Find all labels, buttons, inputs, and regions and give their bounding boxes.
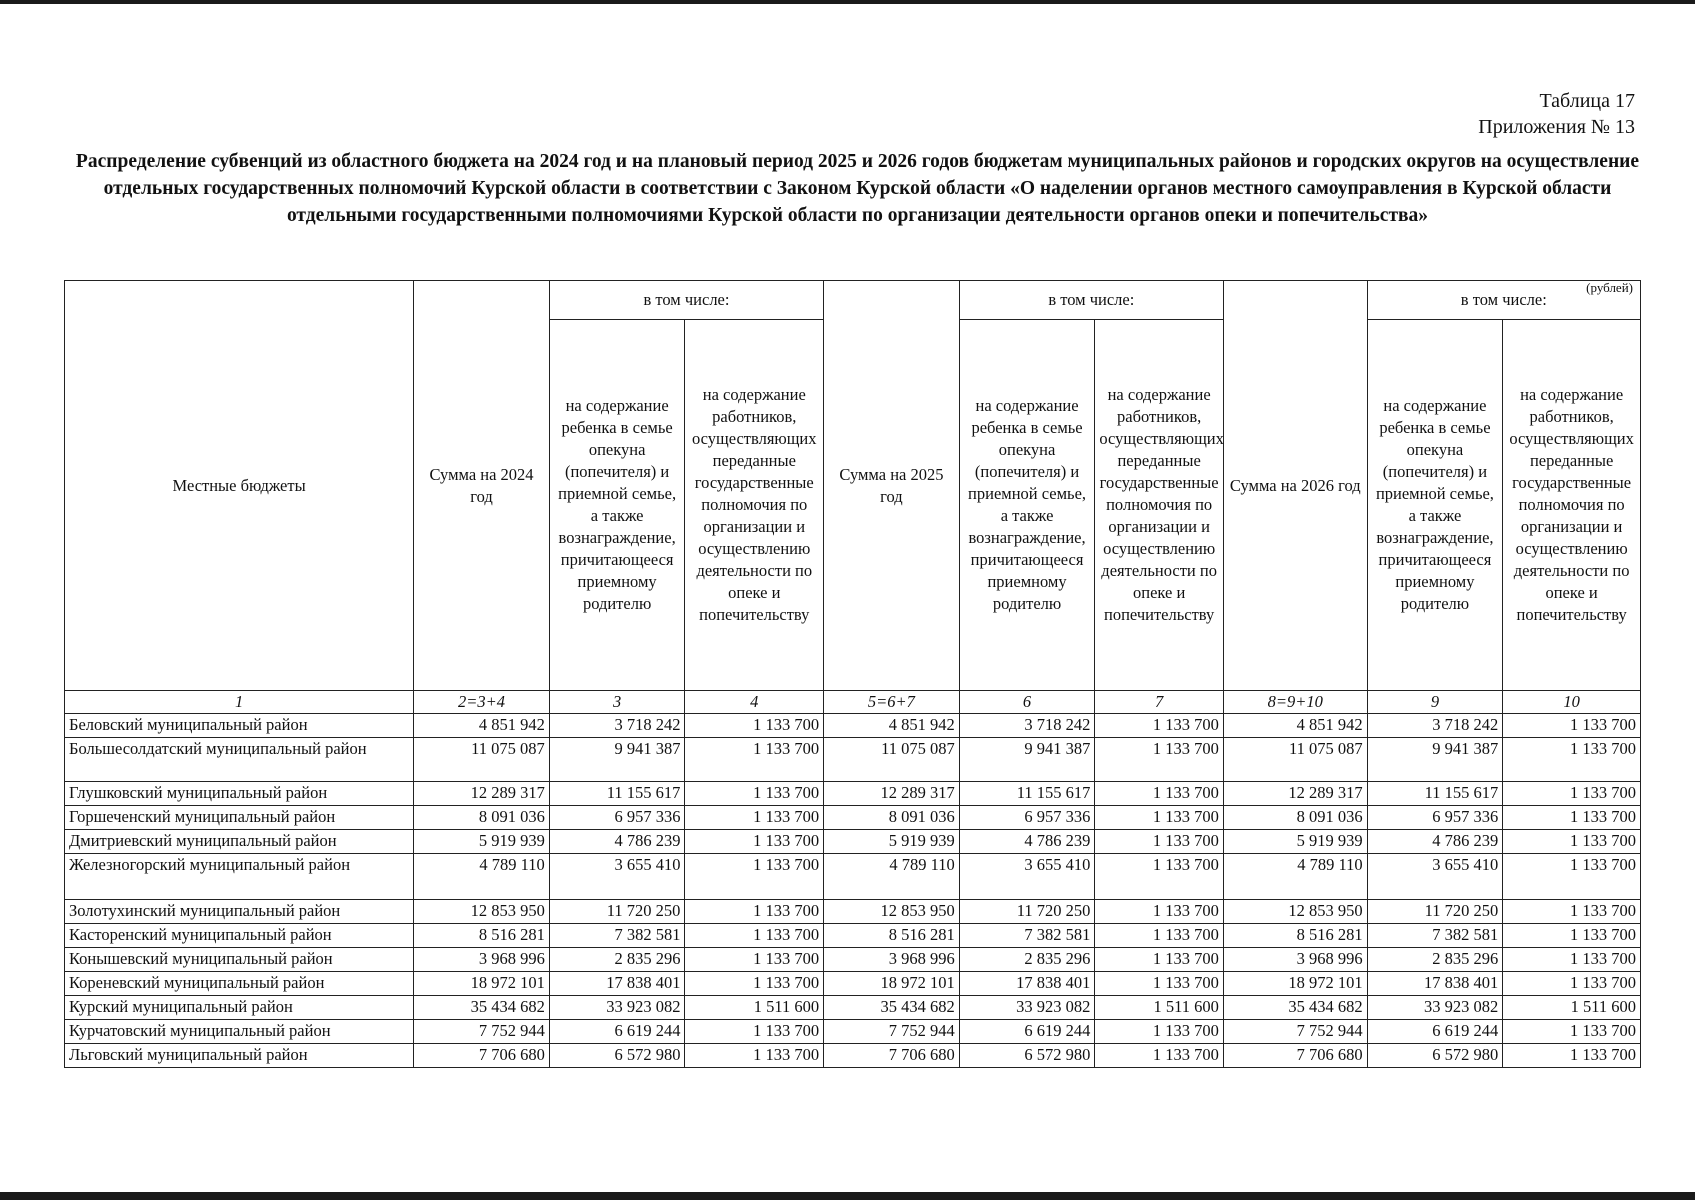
amount-cell: 18 972 101 [824, 972, 960, 996]
column-number: 6 [959, 691, 1095, 714]
amount-cell: 1 133 700 [1503, 972, 1641, 996]
amount-cell: 9 941 387 [1367, 738, 1503, 782]
amount-cell: 2 835 296 [959, 948, 1095, 972]
amount-cell: 3 655 410 [549, 854, 685, 900]
amount-cell: 3 718 242 [1367, 714, 1503, 738]
amount-cell: 8 516 281 [1223, 924, 1367, 948]
district-name: Кореневский муниципальный район [65, 972, 414, 996]
table-row [65, 830, 1641, 854]
amount-cell: 4 789 110 [824, 854, 960, 900]
amount-cell: 1 133 700 [1503, 900, 1641, 924]
amount-cell: 7 382 581 [959, 924, 1095, 948]
district-name: Беловский муниципальный район [65, 714, 414, 738]
amount-cell: 4 851 942 [414, 714, 550, 738]
amount-cell: 1 133 700 [1095, 972, 1224, 996]
amount-cell: 1 133 700 [685, 738, 824, 782]
amount-cell: 1 133 700 [1503, 1044, 1641, 1068]
amount-cell: 7 706 680 [1223, 1044, 1367, 1068]
amount-cell: 33 923 082 [1367, 996, 1503, 1020]
district-name: Железногорский муниципальный район [65, 854, 414, 900]
col-header-child-support-2025: на содержание ребенка в семье опекуна (попечителя) и приемной семье, а также вознаграждение, причитающееся приемному родителю [959, 320, 1095, 691]
amount-cell: 4 851 942 [824, 714, 960, 738]
amount-cell: 1 133 700 [1095, 1020, 1224, 1044]
amount-cell: 35 434 682 [1223, 996, 1367, 1020]
amount-cell: 8 516 281 [824, 924, 960, 948]
amount-cell: 5 919 939 [414, 830, 550, 854]
amount-cell: 6 572 980 [1367, 1044, 1503, 1068]
amount-cell: 12 853 950 [1223, 900, 1367, 924]
amount-cell: 4 789 110 [414, 854, 550, 900]
amount-cell: 1 133 700 [1095, 714, 1224, 738]
amount-cell: 9 941 387 [549, 738, 685, 782]
amount-cell: 1 133 700 [685, 854, 824, 900]
amount-cell: 12 289 317 [414, 782, 550, 806]
district-name: Глушковский муниципальный район [65, 782, 414, 806]
district-name: Курчатовский муниципальный район [65, 1020, 414, 1044]
amount-cell: 18 972 101 [1223, 972, 1367, 996]
amount-cell: 4 851 942 [1223, 714, 1367, 738]
amount-cell: 1 133 700 [685, 948, 824, 972]
amount-cell: 1 133 700 [685, 714, 824, 738]
amount-cell: 5 919 939 [824, 830, 960, 854]
column-number-row [65, 691, 1641, 714]
amount-cell: 1 133 700 [1095, 738, 1224, 782]
col-header-sum-2026: Сумма на 2026 год [1223, 281, 1367, 691]
table-row [65, 924, 1641, 948]
table-row [65, 972, 1641, 996]
amount-cell: 1 133 700 [1095, 830, 1224, 854]
amount-cell: 6 957 336 [1367, 806, 1503, 830]
units-label: (рублей) [1586, 280, 1633, 295]
amount-cell: 33 923 082 [959, 996, 1095, 1020]
amount-cell: 8 091 036 [414, 806, 550, 830]
column-number: 5=6+7 [824, 691, 960, 714]
amount-cell: 35 434 682 [414, 996, 550, 1020]
amount-cell: 7 752 944 [824, 1020, 960, 1044]
amount-cell: 11 720 250 [959, 900, 1095, 924]
appendix-number: Приложения № 13 [1478, 116, 1635, 138]
amount-cell: 2 835 296 [549, 948, 685, 972]
col-header-staff-support-2026: на содержание работников, осуществляющих переданные государственные полномочия по организации и осуществлению деятельности по опеке и попечительству [1503, 320, 1641, 691]
amount-cell: 8 091 036 [1223, 806, 1367, 830]
table-row [65, 782, 1641, 806]
column-number: 3 [549, 691, 685, 714]
amount-cell: 7 752 944 [414, 1020, 550, 1044]
column-number: 7 [1095, 691, 1224, 714]
amount-cell: 11 075 087 [1223, 738, 1367, 782]
table-body [65, 714, 1641, 1068]
col-header-sum-2025: Сумма на 2025 год [824, 281, 960, 691]
col-header-child-support-2026: на содержание ребенка в семье опекуна (попечителя) и приемной семье, а также вознаграждение, причитающееся приемному родителю [1367, 320, 1503, 691]
amount-cell: 1 133 700 [1503, 782, 1641, 806]
district-name: Касторенский муниципальный район [65, 924, 414, 948]
amount-cell: 7 752 944 [1223, 1020, 1367, 1044]
document-title: Распределение субвенций из областного бюджета на 2024 год и на плановый период 2025 и 2026 годов бюджетам муниципальных районов и городских округов на осуществление отдельных государственных полномочий Курской области в соответствии с Законом Курской области «О наделении органов местного самоуправления в Курской области отдельными государственными полномочиями Курской области по организации деятельности органов опеки и попечительства» [75, 151, 1640, 226]
amount-cell: 1 133 700 [1095, 1044, 1224, 1068]
amount-cell: 33 923 082 [549, 996, 685, 1020]
column-number: 4 [685, 691, 824, 714]
amount-cell: 18 972 101 [414, 972, 550, 996]
amount-cell: 12 853 950 [414, 900, 550, 924]
table-row [65, 996, 1641, 1020]
col-header-including-2024: в том числе: [549, 281, 823, 320]
amount-cell: 11 720 250 [1367, 900, 1503, 924]
amount-cell: 4 786 239 [959, 830, 1095, 854]
amount-cell: 1 133 700 [1095, 900, 1224, 924]
table-row [65, 738, 1641, 782]
amount-cell: 6 957 336 [959, 806, 1095, 830]
column-number: 1 [65, 691, 414, 714]
amount-cell: 1 133 700 [1095, 948, 1224, 972]
col-header-including-2026: в том числе: [1367, 281, 1640, 320]
amount-cell: 4 789 110 [1223, 854, 1367, 900]
amount-cell: 8 091 036 [824, 806, 960, 830]
amount-cell: 3 718 242 [959, 714, 1095, 738]
col-header-sum-2024: Сумма на 2024 год [414, 281, 550, 691]
amount-cell: 9 941 387 [959, 738, 1095, 782]
amount-cell: 17 838 401 [959, 972, 1095, 996]
amount-cell: 35 434 682 [824, 996, 960, 1020]
district-name: Курский муниципальный район [65, 996, 414, 1020]
amount-cell: 1 133 700 [1503, 1020, 1641, 1044]
amount-cell: 6 572 980 [549, 1044, 685, 1068]
amount-cell: 7 706 680 [824, 1044, 960, 1068]
col-header-staff-support-2024: на содержание работников, осуществляющих переданные государственные полномочия по организации и осуществлению деятельности по опеке и попечительству [685, 320, 824, 691]
amount-cell: 1 133 700 [1095, 854, 1224, 900]
district-name: Конышевский муниципальный район [65, 948, 414, 972]
amount-cell: 1 133 700 [685, 924, 824, 948]
amount-cell: 8 516 281 [414, 924, 550, 948]
column-number: 10 [1503, 691, 1641, 714]
amount-cell: 11 075 087 [824, 738, 960, 782]
amount-cell: 1 133 700 [685, 900, 824, 924]
amount-cell: 17 838 401 [549, 972, 685, 996]
table-row [65, 806, 1641, 830]
amount-cell: 3 655 410 [959, 854, 1095, 900]
amount-cell: 4 786 239 [549, 830, 685, 854]
amount-cell: 1 511 600 [685, 996, 824, 1020]
amount-cell: 6 619 244 [549, 1020, 685, 1044]
amount-cell: 11 155 617 [549, 782, 685, 806]
amount-cell: 1 133 700 [1503, 714, 1641, 738]
table-reference [1478, 88, 1635, 140]
header-row-including [65, 281, 1641, 320]
amount-cell: 7 382 581 [1367, 924, 1503, 948]
amount-cell: 11 720 250 [549, 900, 685, 924]
amount-cell: 1 133 700 [685, 972, 824, 996]
amount-cell: 1 511 600 [1503, 996, 1641, 1020]
amount-cell: 1 133 700 [1095, 806, 1224, 830]
amount-cell: 1 133 700 [685, 806, 824, 830]
table-row [65, 1020, 1641, 1044]
amount-cell: 12 289 317 [824, 782, 960, 806]
table-row [65, 854, 1641, 900]
amount-cell: 11 155 617 [1367, 782, 1503, 806]
district-name: Дмитриевский муниципальный район [65, 830, 414, 854]
col-header-staff-support-2025: на содержание работников, осуществляющих переданные государственные полномочия по организации и осуществлению деятельности по опеке и попечительству [1095, 320, 1224, 691]
table-row [65, 948, 1641, 972]
amount-cell: 1 511 600 [1095, 996, 1224, 1020]
amount-cell: 12 853 950 [824, 900, 960, 924]
amount-cell: 11 155 617 [959, 782, 1095, 806]
col-header-child-support-2024: на содержание ребенка в семье опекуна (попечителя) и приемной семье, а также вознаграждение, причитающееся приемному родителю [549, 320, 685, 691]
subvention-table [64, 280, 1641, 1068]
amount-cell: 2 835 296 [1367, 948, 1503, 972]
amount-cell: 3 968 996 [824, 948, 960, 972]
amount-cell: 1 133 700 [1503, 738, 1641, 782]
amount-cell: 17 838 401 [1367, 972, 1503, 996]
amount-cell: 6 957 336 [549, 806, 685, 830]
column-number: 9 [1367, 691, 1503, 714]
district-name: Большесолдатский муниципальный район [65, 738, 414, 782]
amount-cell: 1 133 700 [685, 830, 824, 854]
amount-cell: 7 382 581 [549, 924, 685, 948]
district-name: Горшеченский муниципальный район [65, 806, 414, 830]
table-number: Таблица 17 [1539, 90, 1635, 112]
scan-bottom-border [0, 1192, 1695, 1200]
amount-cell: 3 718 242 [549, 714, 685, 738]
amount-cell: 11 075 087 [414, 738, 550, 782]
amount-cell: 3 655 410 [1367, 854, 1503, 900]
col-header-including-2025: в том числе: [959, 281, 1223, 320]
amount-cell: 4 786 239 [1367, 830, 1503, 854]
amount-cell: 1 133 700 [1503, 948, 1641, 972]
amount-cell: 1 133 700 [1503, 830, 1641, 854]
column-number: 2=3+4 [414, 691, 550, 714]
scan-top-border [0, 0, 1695, 4]
amount-cell: 3 968 996 [414, 948, 550, 972]
amount-cell: 1 133 700 [685, 1044, 824, 1068]
district-name: Золотухинский муниципальный район [65, 900, 414, 924]
column-number: 8=9+10 [1223, 691, 1367, 714]
col-header-budgets: Местные бюджеты [65, 281, 414, 691]
amount-cell: 12 289 317 [1223, 782, 1367, 806]
table-row [65, 714, 1641, 738]
amount-cell: 6 619 244 [1367, 1020, 1503, 1044]
amount-cell: 6 572 980 [959, 1044, 1095, 1068]
amount-cell: 6 619 244 [959, 1020, 1095, 1044]
amount-cell: 3 968 996 [1223, 948, 1367, 972]
amount-cell: 1 133 700 [685, 1020, 824, 1044]
amount-cell: 1 133 700 [1503, 806, 1641, 830]
amount-cell: 1 133 700 [685, 782, 824, 806]
amount-cell: 1 133 700 [1503, 924, 1641, 948]
table-row [65, 900, 1641, 924]
amount-cell: 5 919 939 [1223, 830, 1367, 854]
amount-cell: 1 133 700 [1095, 782, 1224, 806]
amount-cell: 7 706 680 [414, 1044, 550, 1068]
table-row [65, 1044, 1641, 1068]
amount-cell: 1 133 700 [1503, 854, 1641, 900]
district-name: Льговский муниципальный район [65, 1044, 414, 1068]
amount-cell: 1 133 700 [1095, 924, 1224, 948]
